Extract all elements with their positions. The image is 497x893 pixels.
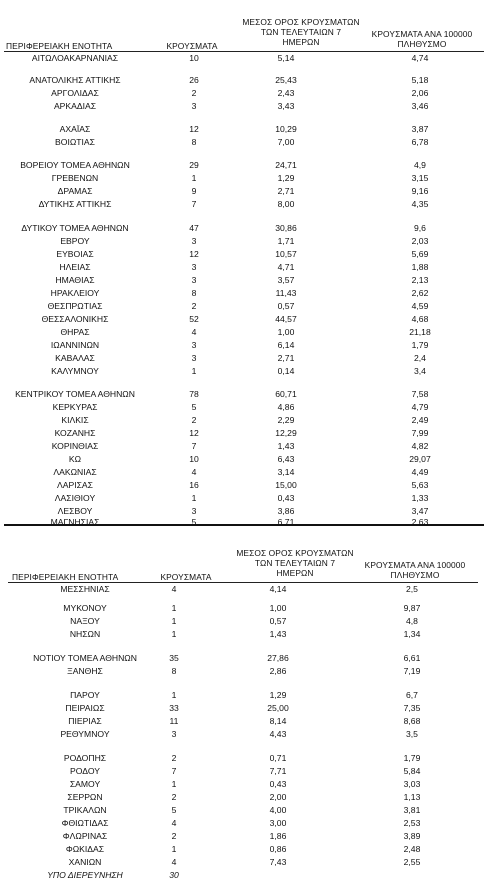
table-row: [0, 261, 497, 274]
header-avg: [230, 548, 360, 578]
rate-value: 6,61: [403, 653, 421, 663]
avg-value: 0,14: [277, 366, 295, 376]
table-row: [0, 52, 497, 65]
table-row: [0, 752, 497, 765]
cases-value: 1: [191, 173, 197, 183]
rate-value: 2,49: [411, 415, 429, 425]
region-name: ΕΒΡΟΥ: [60, 236, 90, 246]
region-name: ΘΕΣΠΡΩΤΙΑΣ: [47, 301, 103, 311]
rate-value: 6,78: [411, 137, 429, 147]
table-row: [0, 427, 497, 440]
cases-value: 3: [191, 101, 197, 111]
cases-value: 10: [189, 53, 199, 63]
avg-value: 0,71: [269, 753, 287, 763]
region-name: ΜΥΚΟΝΟΥ: [63, 603, 107, 613]
rate-value: 4,35: [411, 199, 429, 209]
cases-value: 2: [171, 753, 177, 763]
region-name: ΝΗΣΩΝ: [69, 629, 101, 639]
table-row: [0, 248, 497, 261]
avg-value: 3,86: [277, 506, 295, 516]
region-name: ΑΙΤΩΛΟΑΚΑΡΝΑΝΙΑΣ: [31, 53, 119, 63]
region-name: ΦΛΩΡΙΝΑΣ: [62, 831, 108, 841]
rate-value: 4,79: [411, 402, 429, 412]
region-name: ΥΠΟ ΔΙΕΡΕΥΝΗΣΗ: [47, 870, 123, 880]
region-name: ΛΑΡΙΣΑΣ: [57, 480, 93, 490]
header-avg: [236, 17, 366, 47]
table-row: [0, 628, 497, 641]
table-row: [0, 689, 497, 702]
cases-value: 3: [191, 275, 197, 285]
region-name: ΚΙΛΚΙΣ: [61, 415, 89, 425]
table-row: [0, 830, 497, 843]
region-name: ΚΕΝΤΡΙΚΟΥ ΤΟΜΕΑ ΑΘΗΝΩΝ: [15, 389, 135, 399]
region-name: ΜΕΣΣΗΝΙΑΣ: [60, 584, 110, 594]
cases-value: 30: [169, 870, 179, 880]
table-row: [0, 817, 497, 830]
cases-value: 2: [191, 415, 197, 425]
region-name: ΘΗΡΑΣ: [60, 327, 90, 337]
avg-value: 1,00: [277, 327, 295, 337]
header-rate-line1: ΚΡΟΥΣΜΑΤΑ ΑΝΑ 100000: [364, 560, 466, 570]
region-name: ΑΝΑΤΟΛΙΚΗΣ ΑΤΤΙΚΗΣ: [29, 75, 121, 85]
table-row: [0, 274, 497, 287]
rate-value: 7,19: [403, 666, 421, 676]
cases-value: 3: [191, 262, 197, 272]
avg-value: 0,43: [269, 779, 287, 789]
table-row: [0, 869, 497, 882]
cases-value: 2: [191, 88, 197, 98]
cases-value: 12: [189, 124, 199, 134]
header-rate: [362, 29, 482, 49]
table-bottom-rule: [4, 524, 484, 526]
table-row: [0, 615, 497, 628]
rate-value: 4,59: [411, 301, 429, 311]
region-name: ΛΑΚΩΝΙΑΣ: [53, 467, 97, 477]
avg-value: 2,71: [277, 353, 295, 363]
header-cases: ΚΡΟΥΣΜΑΤΑ: [166, 41, 218, 51]
region-name: ΚΩ: [68, 454, 82, 464]
rate-value: 3,03: [403, 779, 421, 789]
cases-value: 8: [191, 288, 197, 298]
cases-value: 4: [171, 857, 177, 867]
cases-value: 1: [171, 779, 177, 789]
avg-value: 7,71: [269, 766, 287, 776]
region-name: ΚΕΡΚΥΡΑΣ: [52, 402, 98, 412]
region-name: ΦΩΚΙΔΑΣ: [65, 844, 105, 854]
table-row: [0, 652, 497, 665]
region-name: ΡΕΘΥΜΝΟΥ: [60, 729, 110, 739]
rate-value: 2,62: [411, 288, 429, 298]
cases-value: 3: [191, 353, 197, 363]
rate-value: 2,13: [411, 275, 429, 285]
region-name: ΓΡΕΒΕΝΩΝ: [51, 173, 99, 183]
avg-value: 2,29: [277, 415, 295, 425]
rate-value: 3,46: [411, 101, 429, 111]
cases-value: 9: [191, 186, 197, 196]
table-row: [0, 791, 497, 804]
avg-value: 1,86: [269, 831, 287, 841]
region-name: ΔΡΑΜΑΣ: [57, 186, 93, 196]
region-name: ΔΥΤΙΚΗΣ ΑΤΤΙΚΗΣ: [38, 199, 112, 209]
region-name: ΒΟΡΕΙΟΥ ΤΟΜΕΑ ΑΘΗΝΩΝ: [20, 160, 130, 170]
cases-value: 2: [191, 301, 197, 311]
header-region: ΠΕΡΙΦΕΡΕΙΑΚΗ ΕΝΟΤΗΤΑ: [6, 41, 113, 51]
table-row: [0, 326, 497, 339]
cases-value: 2: [171, 831, 177, 841]
region-name: ΝΟΤΙΟΥ ΤΟΜΕΑ ΑΘΗΝΩΝ: [33, 653, 137, 663]
cases-value: 12: [189, 428, 199, 438]
region-name: ΛΕΣΒΟΥ: [57, 506, 93, 516]
rate-value: 4,8: [406, 616, 418, 626]
rate-value: 2,5: [406, 584, 418, 594]
avg-value: 44,57: [275, 314, 297, 324]
cases-value: 7: [171, 766, 177, 776]
cases-value: 7: [191, 199, 197, 209]
cases-value: 33: [169, 703, 179, 713]
avg-value: 4,00: [269, 805, 287, 815]
avg-value: 11,43: [275, 288, 297, 298]
avg-value: 6,43: [277, 454, 295, 464]
table-row: [0, 87, 497, 100]
header-rate-line2: ΠΛΗΘΥΣΜΟ: [397, 39, 447, 49]
rate-value: 9,87: [403, 603, 421, 613]
avg-value: 4,86: [277, 402, 295, 412]
region-name: ΕΥΒΟΙΑΣ: [56, 249, 94, 259]
rate-value: 3,89: [403, 831, 421, 841]
cases-value: 1: [171, 616, 177, 626]
avg-value: 25,43: [275, 75, 297, 85]
table-row: [0, 715, 497, 728]
table-row: [0, 352, 497, 365]
avg-value: 1,43: [269, 629, 287, 639]
table-row: [0, 185, 497, 198]
table-row: [0, 339, 497, 352]
rate-value: 5,63: [411, 480, 429, 490]
avg-value: 30,86: [275, 223, 297, 233]
cases-value: 1: [171, 603, 177, 613]
header-avg-line2: ΤΩΝ ΤΕΛΕΥΤΑΙΩΝ 7: [254, 558, 336, 568]
avg-value: 1,00: [269, 603, 287, 613]
region-name: ΑΧΑΪΑΣ: [59, 124, 91, 134]
table-row: [0, 440, 497, 453]
table-row: [0, 728, 497, 741]
table-row: [0, 123, 497, 136]
cases-value: 29: [189, 160, 199, 170]
rate-value: 3,87: [411, 124, 429, 134]
rate-value: 5,84: [403, 766, 421, 776]
region-name: ΠΙΕΡΙΑΣ: [68, 716, 102, 726]
table-row: [0, 466, 497, 479]
cases-value: 4: [191, 467, 197, 477]
cases-value: 3: [191, 236, 197, 246]
table-row: [0, 313, 497, 326]
rate-value: 4,68: [411, 314, 429, 324]
cases-value: 12: [189, 249, 199, 259]
rate-value: 7,35: [403, 703, 421, 713]
cases-value: 16: [189, 480, 199, 490]
cases-value: 2: [171, 792, 177, 802]
avg-value: 3,00: [269, 818, 287, 828]
header-avg-line1: ΜΕΣΟΣ ΟΡΟΣ ΚΡΟΥΣΜΑΤΩΝ: [242, 17, 360, 27]
table-row: [0, 388, 497, 401]
rate-value: 1,88: [411, 262, 429, 272]
region-name: ΣΕΡΡΩΝ: [67, 792, 103, 802]
rate-value: 9,6: [414, 223, 426, 233]
rate-value: 1,34: [403, 629, 421, 639]
avg-value: 1,29: [269, 690, 287, 700]
cases-value: 1: [171, 629, 177, 639]
avg-value: 3,43: [277, 101, 295, 111]
header-avg-line3: ΗΜΕΡΩΝ: [276, 568, 314, 578]
avg-value: 8,00: [277, 199, 295, 209]
region-name: ΗΡΑΚΛΕΙΟΥ: [50, 288, 100, 298]
avg-value: 2,43: [277, 88, 295, 98]
header-region: ΠΕΡΙΦΕΡΕΙΑΚΗ ΕΝΟΤΗΤΑ: [12, 572, 119, 582]
region-name: ΛΑΣΙΘΙΟΥ: [54, 493, 96, 503]
cases-value: 26: [189, 75, 199, 85]
rate-value: 3,15: [411, 173, 429, 183]
table-row: [0, 414, 497, 427]
table-row: [0, 198, 497, 211]
rate-value: 4,82: [411, 441, 429, 451]
table-row: [0, 401, 497, 414]
table-row: [0, 665, 497, 678]
table-row: [0, 300, 497, 313]
region-name: ΤΡΙΚΑΛΩΝ: [63, 805, 107, 815]
rate-value: 2,4: [414, 353, 426, 363]
table-row: [0, 804, 497, 817]
cases-value: 7: [191, 441, 197, 451]
avg-value: 1,71: [277, 236, 295, 246]
avg-value: 24,71: [275, 160, 297, 170]
avg-value: 6,71: [277, 517, 295, 527]
header-avg-line2: ΤΩΝ ΤΕΛΕΥΤΑΙΩΝ 7: [260, 27, 342, 37]
region-name: ΞΑΝΘΗΣ: [67, 666, 103, 676]
header-rate: [352, 560, 478, 580]
avg-value: 12,29: [275, 428, 297, 438]
rate-value: 2,53: [403, 818, 421, 828]
table-row: [0, 222, 497, 235]
region-name: ΧΑΝΙΩΝ: [68, 857, 102, 867]
avg-value: 7,00: [277, 137, 295, 147]
header-rate-line2: ΠΛΗΘΥΣΜΟ: [390, 570, 440, 580]
table-row: [0, 516, 497, 529]
cases-value: 1: [171, 844, 177, 854]
avg-value: 6,14: [277, 340, 295, 350]
table-row: [0, 583, 497, 596]
avg-value: 5,14: [277, 53, 295, 63]
table-row: [0, 765, 497, 778]
region-name: ΙΩΑΝΝΙΝΩΝ: [50, 340, 100, 350]
cases-value: 4: [191, 327, 197, 337]
table-row: [0, 100, 497, 113]
cases-value: 10: [189, 454, 199, 464]
rate-value: 7,99: [411, 428, 429, 438]
avg-value: 0,43: [277, 493, 295, 503]
rate-value: 21,18: [409, 327, 431, 337]
rate-value: 8,68: [403, 716, 421, 726]
region-name: ΚΑΛΥΜΝΟΥ: [51, 366, 99, 376]
rate-value: 1,79: [403, 753, 421, 763]
header-rate-line1: ΚΡΟΥΣΜΑΤΑ ΑΝΑ 100000: [371, 29, 473, 39]
region-name: ΑΡΓΟΛΙΔΑΣ: [51, 88, 99, 98]
rate-value: 2,55: [403, 857, 421, 867]
cases-value: 47: [189, 223, 199, 233]
header-avg-line3: ΗΜΕΡΩΝ: [282, 37, 320, 47]
rate-value: 4,74: [411, 53, 429, 63]
cases-value: 8: [171, 666, 177, 676]
rate-value: 1,33: [411, 493, 429, 503]
table-row: [0, 235, 497, 248]
avg-value: 27,86: [267, 653, 289, 663]
avg-value: 60,71: [275, 389, 297, 399]
table-row: [0, 479, 497, 492]
avg-value: 10,29: [275, 124, 297, 134]
cases-value: 3: [191, 506, 197, 516]
table-row: [0, 492, 497, 505]
cases-value: 5: [171, 805, 177, 815]
rate-value: 2,06: [411, 88, 429, 98]
rate-value: 4,49: [411, 467, 429, 477]
region-name: ΠΑΡΟΥ: [70, 690, 100, 700]
avg-value: 4,43: [269, 729, 287, 739]
header-avg-line1: ΜΕΣΟΣ ΟΡΟΣ ΚΡΟΥΣΜΑΤΩΝ: [236, 548, 354, 558]
header-cases: ΚΡΟΥΣΜΑΤΑ: [160, 572, 212, 582]
avg-value: 7,43: [269, 857, 287, 867]
region-name: ΦΘΙΩΤΙΔΑΣ: [61, 818, 109, 828]
avg-value: 3,14: [277, 467, 295, 477]
table-row: [0, 856, 497, 869]
cases-value: 52: [189, 314, 199, 324]
cases-value: 4: [171, 584, 177, 594]
cases-value: 5: [191, 402, 197, 412]
avg-value: 10,57: [275, 249, 297, 259]
region-name: ΔΥΤΙΚΟΥ ΤΟΜΕΑ ΑΘΗΝΩΝ: [21, 223, 129, 233]
rate-value: 2,63: [411, 517, 429, 527]
rate-value: 1,79: [411, 340, 429, 350]
rate-value: 2,03: [411, 236, 429, 246]
avg-value: 4,14: [269, 584, 287, 594]
region-name: ΣΑΜΟΥ: [69, 779, 101, 789]
avg-value: 1,43: [277, 441, 295, 451]
avg-value: 2,71: [277, 186, 295, 196]
region-name: ΚΟΖΑΝΗΣ: [54, 428, 96, 438]
rate-value: 9,16: [411, 186, 429, 196]
table-row: [0, 843, 497, 856]
region-name: ΑΡΚΑΔΙΑΣ: [53, 101, 97, 111]
cases-value: 78: [189, 389, 199, 399]
region-name: ΗΜΑΘΙΑΣ: [55, 275, 95, 285]
table-row: [0, 136, 497, 149]
avg-value: 15,00: [275, 480, 297, 490]
cases-value: 1: [191, 493, 197, 503]
avg-value: 0,57: [277, 301, 295, 311]
rate-value: 29,07: [409, 454, 431, 464]
avg-value: 2,86: [269, 666, 287, 676]
cases-value: 5: [191, 517, 197, 527]
rate-value: 3,4: [414, 366, 426, 376]
region-name: ΡΟΔΟΥ: [70, 766, 100, 776]
table-row: [0, 172, 497, 185]
cases-value: 4: [171, 818, 177, 828]
rate-value: 7,58: [411, 389, 429, 399]
table-row: [0, 74, 497, 87]
cases-value: 1: [191, 366, 197, 376]
region-name: ΗΛΕΙΑΣ: [59, 262, 91, 272]
avg-value: 0,57: [269, 616, 287, 626]
cases-table-part-2: [0, 536, 497, 893]
cases-value: 11: [169, 716, 179, 726]
cases-value: 3: [171, 729, 177, 739]
rate-value: 3,81: [403, 805, 421, 815]
table-row: [0, 702, 497, 715]
table-row: [0, 778, 497, 791]
avg-value: 2,00: [269, 792, 287, 802]
avg-value: 4,71: [277, 262, 295, 272]
avg-value: 3,57: [277, 275, 295, 285]
region-name: ΠΕΙΡΑΙΩΣ: [65, 703, 105, 713]
table-row: [0, 365, 497, 378]
region-name: ΒΟΙΩΤΙΑΣ: [55, 137, 95, 147]
region-name: ΚΟΡΙΝΘΙΑΣ: [51, 441, 99, 451]
rate-value: 4,9: [414, 160, 426, 170]
rate-value: 3,47: [411, 506, 429, 516]
cases-value: 8: [191, 137, 197, 147]
table-row: [0, 159, 497, 172]
avg-value: 8,14: [269, 716, 287, 726]
rate-value: 5,18: [411, 75, 429, 85]
region-name: ΡΟΔΟΠΗΣ: [63, 753, 107, 763]
region-name: ΚΑΒΑΛΑΣ: [55, 353, 95, 363]
rate-value: 1,13: [403, 792, 421, 802]
cases-value: 35: [169, 653, 179, 663]
region-name: ΜΑΓΝΗΣΙΑΣ: [50, 517, 100, 527]
rate-value: 5,69: [411, 249, 429, 259]
cases-value: 3: [191, 340, 197, 350]
avg-value: 0,86: [269, 844, 287, 854]
avg-value: 25,00: [267, 703, 289, 713]
table-row: [0, 602, 497, 615]
region-name: ΘΕΣΣΑΛΟΝΙΚΗΣ: [41, 314, 109, 324]
avg-value: 1,29: [277, 173, 295, 183]
table-row: [0, 287, 497, 300]
rate-value: 3,5: [406, 729, 418, 739]
region-name: ΝΑΞΟΥ: [70, 616, 100, 626]
rate-value: 6,7: [406, 690, 418, 700]
cases-value: 1: [171, 690, 177, 700]
table-row: [0, 453, 497, 466]
rate-value: 2,48: [403, 844, 421, 854]
